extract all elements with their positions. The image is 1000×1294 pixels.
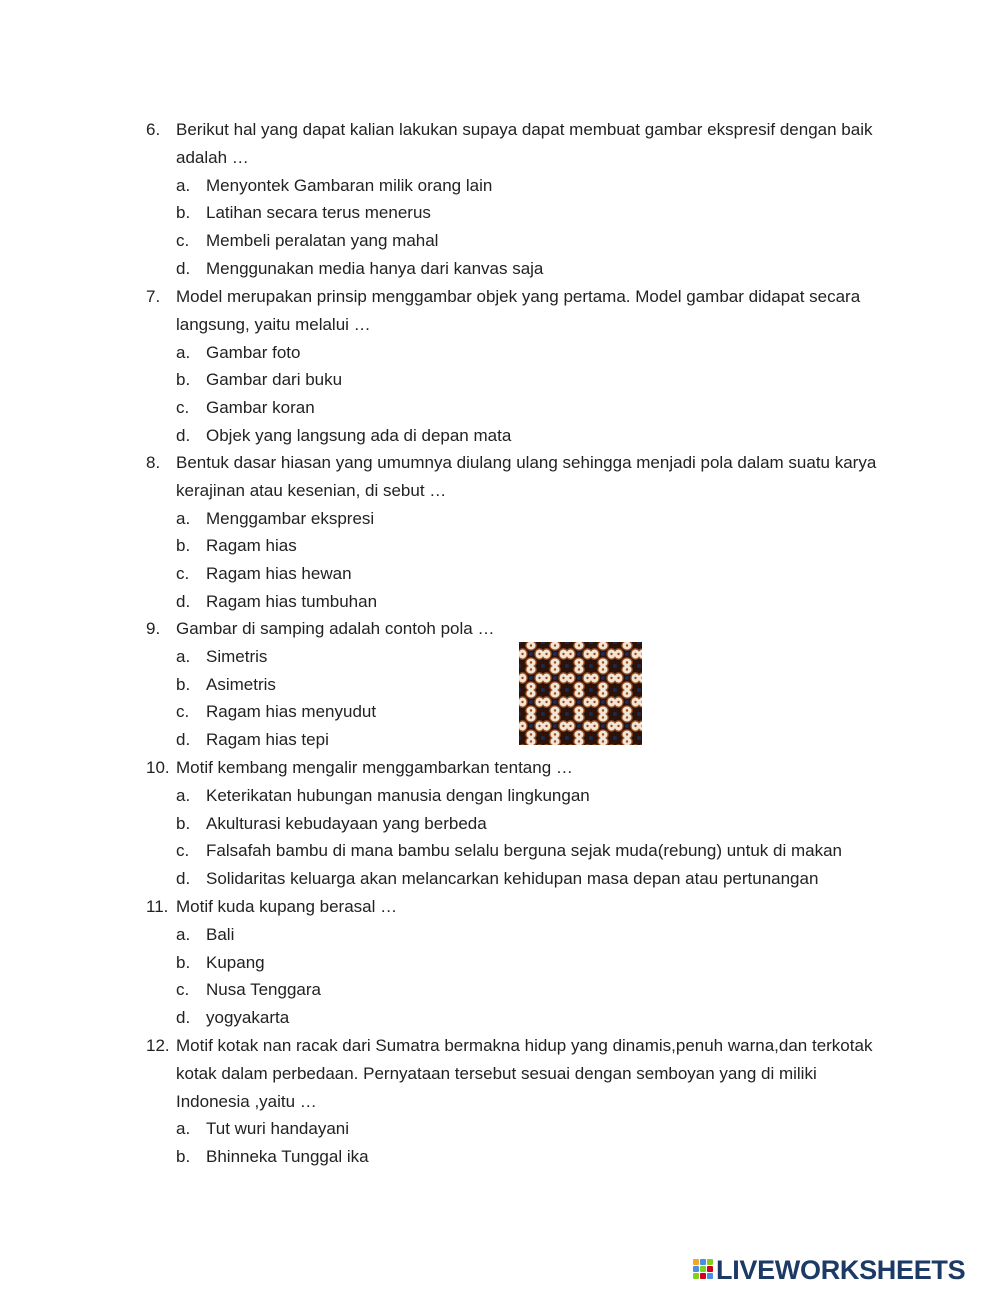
- option-text: Ragam hias: [206, 536, 297, 556]
- option-text: Membeli peralatan yang mahal: [206, 231, 439, 251]
- question-8: [146, 449, 886, 616]
- question-6: [146, 116, 886, 283]
- option-a[interactable]: [146, 505, 886, 533]
- option-letter: d.: [176, 591, 191, 611]
- question-9: [146, 615, 886, 754]
- option-a[interactable]: [146, 339, 886, 367]
- option-letter: a.: [176, 342, 191, 362]
- option-letter: a.: [176, 785, 191, 805]
- option-text: Latihan secara terus menerus: [206, 203, 431, 223]
- option-c[interactable]: [146, 227, 886, 255]
- option-d[interactable]: [146, 422, 886, 450]
- option-letter: b.: [176, 370, 191, 390]
- option-a[interactable]: [146, 643, 886, 671]
- option-letter: b.: [176, 203, 191, 223]
- option-letter: d.: [176, 1008, 191, 1028]
- question-7: [146, 283, 886, 450]
- option-c[interactable]: [146, 394, 886, 422]
- question-10: [146, 754, 886, 893]
- options-list: [146, 782, 886, 893]
- liveworksheets-logo-icon: [692, 1258, 714, 1282]
- question-number: 8.: [146, 453, 161, 472]
- option-c[interactable]: [146, 698, 886, 726]
- option-letter: a.: [176, 175, 191, 195]
- option-text: Bali: [206, 924, 235, 944]
- question-number: 7.: [146, 287, 161, 306]
- option-letter: c.: [176, 231, 190, 251]
- options-list: [146, 921, 886, 1032]
- option-text: Ragam hias menyudut: [206, 702, 377, 722]
- option-letter: d.: [176, 425, 191, 445]
- option-text: Menyontek Gambaran milik orang lain: [206, 175, 493, 195]
- option-text: Nusa Tenggara: [206, 980, 321, 1000]
- option-b[interactable]: [146, 199, 886, 227]
- question-stem: Motif kembang mengalir menggambarkan tentang …: [176, 758, 573, 777]
- option-letter: c.: [176, 980, 190, 1000]
- options-list: [146, 643, 886, 754]
- question-number: 11.: [146, 897, 169, 916]
- option-text: Akulturasi kebudayaan yang berbeda: [206, 813, 487, 833]
- batik-pattern-image: [519, 642, 642, 745]
- options-list: [146, 339, 886, 450]
- option-text: Simetris: [206, 646, 268, 666]
- option-a[interactable]: [146, 1115, 886, 1143]
- option-text: Menggambar ekspresi: [206, 508, 375, 528]
- option-text: Menggunakan media hanya dari kanvas saja: [206, 258, 544, 278]
- option-d[interactable]: [146, 726, 886, 754]
- option-letter: d.: [176, 869, 191, 889]
- option-a[interactable]: [146, 921, 886, 949]
- question-number: 10.: [146, 758, 170, 777]
- option-letter: d.: [176, 730, 191, 750]
- question-number: 12.: [146, 1036, 170, 1055]
- question-stem: Gambar di samping adalah contoh pola …: [176, 619, 495, 638]
- question-number: 6.: [146, 120, 161, 139]
- option-b[interactable]: [146, 532, 886, 560]
- option-c[interactable]: [146, 560, 886, 588]
- kawung-pattern-graphic: [519, 642, 642, 745]
- option-letter: c.: [176, 398, 190, 418]
- question-stem: Bentuk dasar hiasan yang umumnya diulang ulang sehingga menjadi pola dalam suatu karya kerajinan atau kesenian, di sebut …: [176, 453, 877, 500]
- option-a[interactable]: [146, 172, 886, 200]
- option-b[interactable]: [146, 949, 886, 977]
- option-letter: c.: [176, 702, 190, 722]
- option-letter: a.: [176, 1119, 191, 1139]
- option-d[interactable]: [146, 588, 886, 616]
- option-text: Objek yang langsung ada di depan mata: [206, 425, 512, 445]
- option-text: Asimetris: [206, 674, 276, 694]
- question-stem: Model merupakan prinsip menggambar objek yang pertama. Model gambar didapat secara langsung, yaitu melalui …: [176, 287, 861, 334]
- question-stem: Motif kuda kupang berasal …: [176, 897, 398, 916]
- question-stem: Motif kotak nan racak dari Sumatra bermakna hidup yang dinamis,penuh warna,dan terkotak kotak dalam perbedaan. Pernyataan tersebut sesuai dengan semboyan yang di miliki Indonesia ,yaitu …: [176, 1036, 873, 1111]
- option-text: Gambar dari buku: [206, 370, 343, 390]
- option-letter: b.: [176, 536, 191, 556]
- question-12: [146, 1032, 886, 1171]
- option-b[interactable]: [146, 671, 886, 699]
- question-stem: Berikut hal yang dapat kalian lakukan supaya dapat membuat gambar ekspresif dengan baik adalah …: [176, 120, 873, 167]
- option-text: Ragam hias hewan: [206, 564, 352, 584]
- option-b[interactable]: [146, 1143, 886, 1171]
- question-11: [146, 893, 886, 1032]
- option-text: Gambar koran: [206, 398, 315, 418]
- option-letter: a.: [176, 924, 191, 944]
- option-c[interactable]: [146, 976, 886, 1004]
- options-list: [146, 172, 886, 283]
- options-list: [146, 1115, 886, 1171]
- option-d[interactable]: [146, 865, 886, 893]
- option-letter: b.: [176, 813, 191, 833]
- option-letter: b.: [176, 674, 191, 694]
- option-text: Tut wuri handayani: [206, 1119, 350, 1139]
- option-text: yogyakarta: [206, 1008, 290, 1028]
- option-d[interactable]: [146, 255, 886, 283]
- option-text: Gambar foto: [206, 342, 301, 362]
- option-text: Falsafah bambu di mana bambu selalu berguna sejak muda(rebung) untuk di makan: [206, 841, 842, 861]
- option-letter: a.: [176, 508, 191, 528]
- option-letter: d.: [176, 258, 191, 278]
- option-d[interactable]: [146, 1004, 886, 1032]
- option-c[interactable]: [146, 837, 886, 865]
- option-b[interactable]: [146, 366, 886, 394]
- option-text: Bhinneka Tunggal ika: [206, 1147, 369, 1167]
- brand-name: LIVEWORKSHEETS: [716, 1255, 966, 1285]
- option-text: Solidaritas keluarga akan melancarkan kehidupan masa depan atau pertunangan: [206, 869, 819, 889]
- option-letter: a.: [176, 646, 191, 666]
- option-letter: c.: [176, 841, 190, 861]
- option-a[interactable]: [146, 782, 886, 810]
- option-text: Ragam hias tepi: [206, 730, 329, 750]
- option-text: Ragam hias tumbuhan: [206, 591, 378, 611]
- option-letter: b.: [176, 1147, 191, 1167]
- option-letter: b.: [176, 952, 191, 972]
- option-letter: c.: [176, 564, 190, 584]
- option-text: Kupang: [206, 952, 265, 972]
- question-number: 9.: [146, 619, 161, 638]
- option-text: Keterikatan hubungan manusia dengan lingkungan: [206, 785, 590, 805]
- options-list: [146, 505, 886, 616]
- option-b[interactable]: [146, 810, 886, 838]
